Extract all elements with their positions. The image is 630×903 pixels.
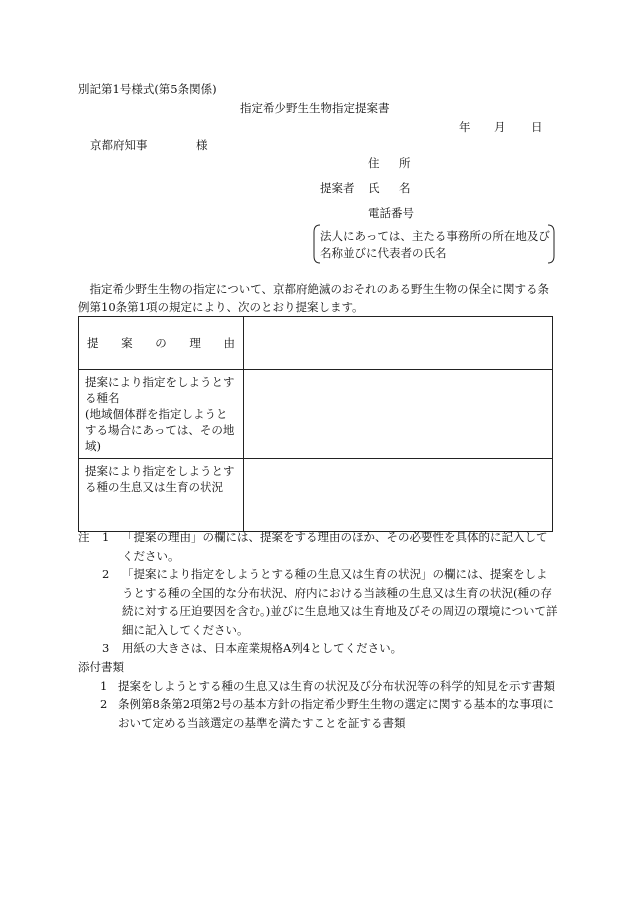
date-year-label: 年 — [459, 120, 471, 134]
attachment-text: 提案をしようとする種の生息又は生育の状況及び分布状況等の科学的知見を示す書類 — [118, 678, 555, 693]
reason-char: の — [155, 336, 167, 350]
address-label-part1: 住 — [368, 156, 380, 170]
reason-input-cell[interactable] — [244, 317, 553, 370]
species-name-input-cell[interactable] — [244, 370, 553, 459]
note-text: 「提案の理由」の欄には、提案をする理由のほか、その必要性を具体的に記入してください。 — [122, 530, 548, 563]
honorific: 様 — [196, 138, 208, 152]
reason-char: 由 — [223, 336, 235, 350]
reason-char: 案 — [121, 336, 133, 350]
habitat-status-label-cell: 提案により指定をしようとする種の生息又は生育の状況 — [79, 459, 244, 532]
phone-label: 電話番号 — [368, 206, 414, 220]
note-item — [78, 639, 558, 658]
corporate-note — [312, 224, 552, 262]
table-row — [79, 370, 553, 459]
proposer-label: 提案者 — [320, 181, 355, 195]
note-item — [78, 565, 558, 639]
attachment-item — [78, 695, 558, 732]
name-label-part2: 名 — [399, 181, 411, 195]
reason-char: 提 — [87, 336, 99, 350]
attachment-number: 1 — [100, 678, 108, 693]
reason-char: 理 — [189, 336, 201, 350]
note-number: 3 — [102, 641, 110, 655]
name-label-part1: 氏 — [368, 181, 380, 195]
address-label-part2: 所 — [399, 156, 411, 170]
habitat-status-input-cell[interactable] — [244, 459, 553, 532]
table-row — [79, 459, 553, 532]
document-title: 指定希少野生生物指定提案書 — [240, 101, 390, 115]
corporate-note-text: 法人にあっては、主たる事務所の所在地及び名称並びに代表者の氏名 — [320, 229, 550, 260]
attachment-item — [78, 677, 558, 696]
notes-section — [78, 528, 558, 658]
form-number: 別記第1号様式(第5条関係) — [78, 82, 217, 96]
note-number: 2 — [102, 567, 110, 581]
note-number: 1 — [102, 530, 110, 544]
attachments-heading: 添付書類 — [78, 660, 124, 674]
note-text: 用紙の大きさは、日本産業規格A列4としてください。 — [122, 641, 403, 655]
notes-heading: 注 — [78, 530, 90, 544]
attachments-section — [78, 658, 558, 732]
date-day-label: 日 — [531, 120, 543, 134]
proposal-table — [78, 316, 553, 532]
attachment-text: 条例第8条第2項第2号の基本方針の指定希少野生生物の選定に関する基本的な事項において定める当該選定の基準を満たすことを証する書類 — [118, 697, 554, 730]
note-item — [78, 528, 558, 565]
table-row — [79, 317, 553, 370]
addressee: 京都府知事 — [90, 138, 148, 152]
date-month-label: 月 — [494, 120, 506, 134]
species-name-label-cell: 提案により指定をしようとする種名 (地域個体群を指定しようとする場合にあっては、その地域) — [79, 370, 244, 459]
note-text: 「提案により指定をしようとする種の生息又は生育の状況」の欄には、提案をしようとする種の全国的な分布状況、府内における当該種の生息又は生育の状況(種の存続に対する圧迫要因を含む。)並びに生息地又は生育地及びその周辺の環境について詳細に記入してください。 — [122, 567, 558, 637]
proposal-statement: 指定希少野生生物の指定について、京都府絶滅のおそれのある野生生物の保全に関する条例第10条第1項の規定により、次のとおり提案します。 — [78, 282, 550, 314]
attachment-number: 2 — [100, 697, 108, 711]
reason-label-cell — [79, 317, 244, 370]
